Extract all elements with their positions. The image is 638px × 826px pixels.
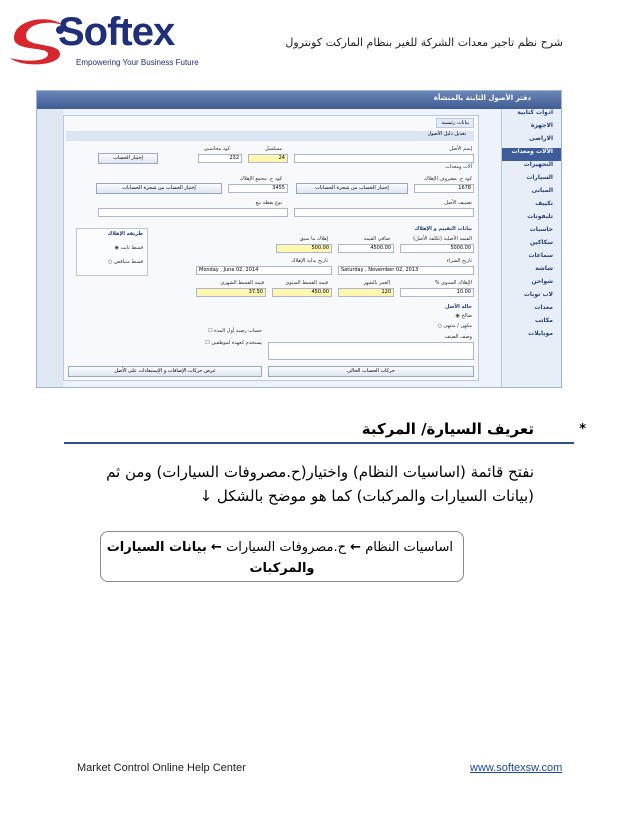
depr-start-date-picker[interactable]: Monday , June 02, 2014 (196, 266, 332, 275)
asset-name-input[interactable] (294, 154, 474, 163)
depr-method-label: طريقة الإهلاك (107, 231, 143, 237)
menu-item[interactable]: تليفونات (527, 213, 553, 220)
edit-asset-header: تعديل دليل الأصول (66, 131, 474, 141)
menu-item[interactable]: معدات (534, 304, 553, 311)
serial-input[interactable]: 24 (248, 154, 288, 163)
logo-text: Softex (58, 10, 175, 54)
document-title: شرح نظم تاجير معدات الشركة للغير بنظام الماركت كونترول (285, 36, 563, 49)
bullet-icon: * (579, 422, 586, 437)
depr-method-group (76, 228, 148, 276)
menu-item[interactable]: ادوات كتابية (517, 109, 553, 116)
menu-item[interactable]: لاب توبات (523, 291, 553, 298)
path-part-4: والمركبات (249, 561, 315, 576)
acc-code-input[interactable]: 232 (198, 154, 242, 163)
window-title: دفتر الأصول الثابتة بالمنشأة (433, 94, 531, 102)
view-additions-button[interactable]: عرض حركات الإضافات و الإستبعادات على الأصل (68, 366, 262, 377)
annual-inst-label: قيمة القسط السنوى (285, 280, 328, 286)
menu-item[interactable]: التجهيزات (523, 161, 553, 168)
menu-item[interactable]: الآلات ومعدات (502, 148, 561, 161)
cost-input[interactable]: 5000.00 (400, 244, 474, 253)
annual-rate-label: الإهلاك السنوى % (434, 280, 472, 286)
window-title-bar (37, 91, 561, 109)
path-part-3: بيانات السيارات (106, 540, 207, 555)
purchase-date-picker[interactable]: Saturday , November 02, 2013 (338, 266, 474, 275)
app-screenshot (36, 90, 562, 388)
annual-inst-input[interactable]: 450.00 (272, 288, 332, 297)
depr-start-label: تاريخ بداية الإهلاك (291, 258, 328, 264)
menu-item[interactable]: شاشة (535, 265, 553, 272)
prev-depr-label: إهلاك ما سبق (299, 236, 328, 242)
asset-form-panel (63, 115, 479, 381)
menu-item[interactable]: تكييف (535, 200, 553, 207)
declining-inst-option[interactable]: قسط متناقص ○ (108, 259, 143, 265)
menu-item[interactable]: شواحن (531, 278, 553, 285)
status-bad-option[interactable]: مكهن / منتهى ○ (437, 323, 472, 329)
acc-code-label: كود محاسبى (203, 146, 230, 152)
path-part-1: اساسيات النظام (365, 540, 453, 555)
monthly-inst-input[interactable]: 37.50 (196, 288, 266, 297)
cost-label: القيمة الأصلية (تكلفة الأصل) (413, 236, 472, 242)
menu-item[interactable]: حاسبات (529, 226, 553, 233)
purchase-date-label: تاريخ الشراء (446, 258, 472, 264)
tab-main-data[interactable]: بيانات رئيسية (436, 118, 474, 128)
left-strip (37, 109, 63, 387)
asset-class-select[interactable] (294, 208, 474, 217)
choose-account-button[interactable]: إختيار الحساب (98, 153, 158, 164)
status-ok-option[interactable]: صالح ◉ (455, 313, 472, 319)
life-months-label: العمر بالشهر (363, 280, 390, 286)
category-menu (501, 109, 561, 387)
menu-item[interactable]: المبانى (531, 187, 553, 194)
annual-rate-input[interactable]: 10.00 (400, 288, 474, 297)
description-label: وصف الصنف (444, 334, 472, 340)
account-movements-button[interactable]: حركات الحساب الحالى (268, 366, 474, 377)
category-label: آلات ومعدات (445, 164, 472, 170)
menu-item[interactable]: الاراضى (529, 135, 553, 142)
sale-point-select[interactable] (98, 208, 288, 217)
softex-logo (2, 8, 202, 70)
section-heading: تعريف السيارة/ المركبة (361, 420, 534, 438)
sale-point-label: نوع نقطة بيع (255, 200, 282, 206)
expense-code-input[interactable]: 1678 (414, 184, 474, 193)
depr-total-code-label: كود ح. مجمع الإهلاك (239, 176, 282, 182)
footer-website-link[interactable]: www.softexsw.com (470, 762, 563, 774)
net-value-input[interactable]: 4500.00 (338, 244, 394, 253)
footer-help-center: Market Control Online Help Center (77, 762, 246, 774)
valuation-section-title: بيانات التقييم و الإهلاك (414, 226, 472, 232)
arrow-left-icon: ← (350, 540, 362, 555)
navigation-path-box (100, 531, 464, 582)
heading-divider (64, 442, 574, 444)
menu-item[interactable]: سماعات (528, 252, 553, 259)
expense-code-label: كود ح. مصروف الإهلاك (423, 176, 472, 182)
life-months-input[interactable]: 120 (338, 288, 394, 297)
monthly-inst-label: قيمة القسط الشهرى (220, 280, 264, 286)
asset-name-label: إسم الأصل (449, 146, 472, 152)
menu-item[interactable]: الاجهزة (530, 122, 553, 129)
choose-total-account-button[interactable]: إختيار الحساب من شجرة الحسابات (96, 183, 222, 194)
status-label: حالة الأصل (445, 304, 472, 310)
navigation-path-line (107, 540, 453, 555)
description-textarea[interactable] (268, 342, 474, 360)
net-value-label: صافى القيمة (363, 236, 390, 242)
menu-item[interactable]: موبايلات (528, 330, 553, 337)
instruction-paragraph: نفتح قائمة (اساسيات النظام) واختيار(ح.مصروفات السيارات) ومن ثم (بيانات السيارات والمركبات) كما هو موضح بالشكل ↓ (106, 463, 534, 505)
asset-class-label: تصنيف الأصل (444, 200, 472, 206)
custody-checkbox[interactable]: يستخدم كعهدة لموظفين ☐ (205, 340, 262, 346)
menu-item[interactable]: السيارات (526, 174, 553, 181)
fixed-inst-option[interactable]: قسط ثابت ◉ (114, 245, 143, 251)
choose-expense-account-button[interactable]: إختيار الحساب من شجرة الحسابات (296, 183, 408, 194)
depr-total-code-input[interactable]: 3455 (228, 184, 288, 193)
serial-label: مسلسل (264, 146, 282, 152)
opening-balance-checkbox[interactable]: حساب رصيد أول المدة ☐ (208, 328, 262, 334)
arrow-left-icon: ← (211, 540, 222, 555)
path-part-2: ح.مصروفات السيارات (226, 540, 347, 555)
menu-item[interactable]: سكاكين (530, 239, 553, 246)
menu-item[interactable]: مكاتب (534, 317, 553, 324)
prev-depr-input[interactable]: 500.00 (276, 244, 332, 253)
logo-tagline: Empowering Your Business Future (76, 58, 199, 67)
